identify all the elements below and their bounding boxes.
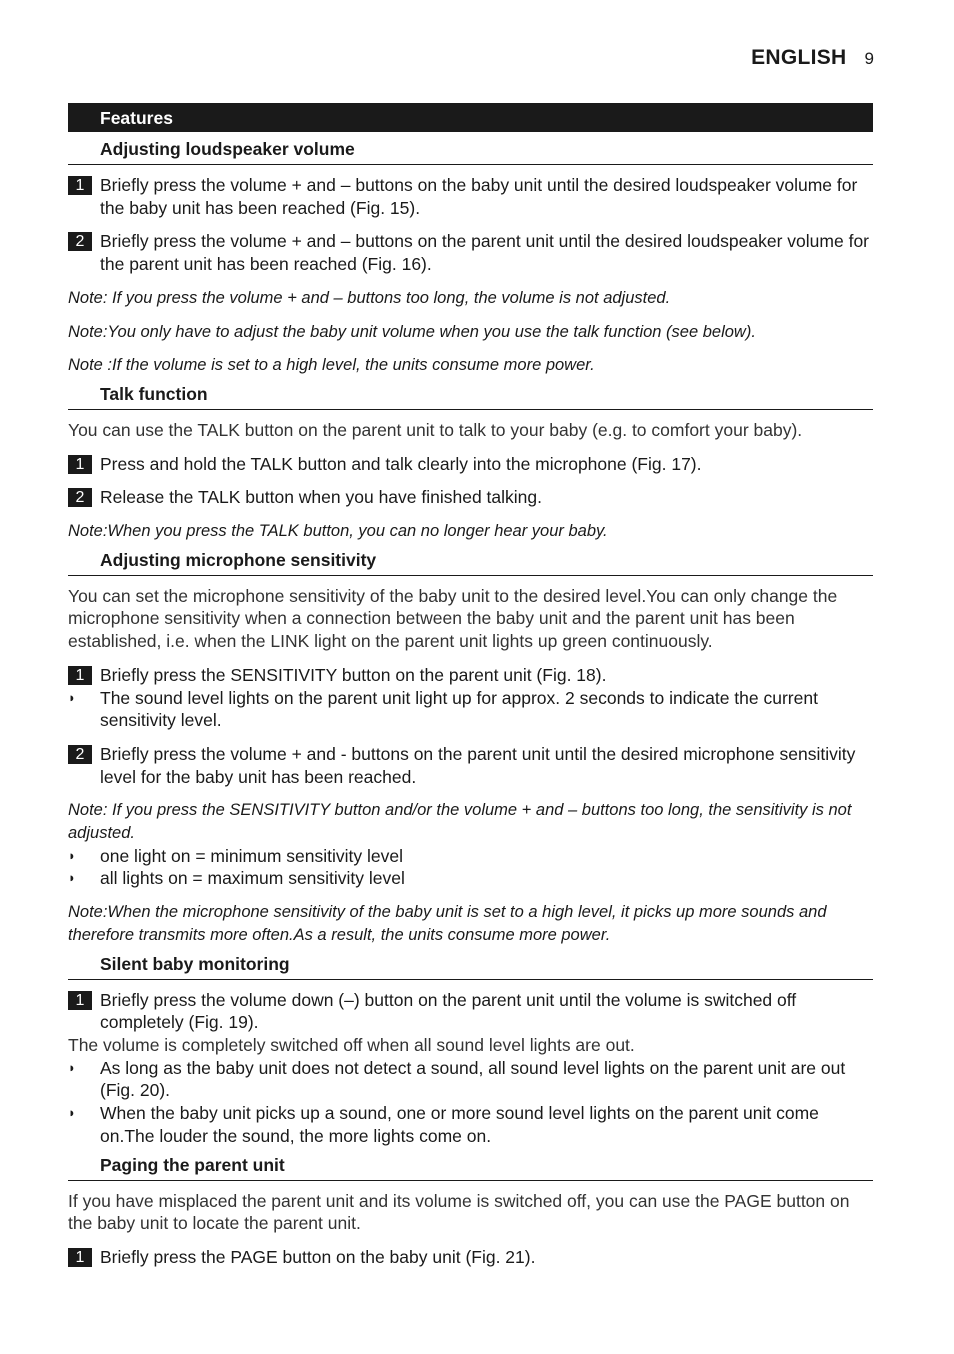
sensitivity-intro: You can set the microphone sensitivity of the baby unit to the desired level.You can only change the microphone sensitivity when a connection between the baby unit and the parent unit has been established, i.e. when the LINK light on the parent unit lights up green continuously. [68, 585, 838, 652]
paging-intro: If you have misplaced the parent unit and its volume is switched off, you can use the PAGE button on the baby unit to locate the parent unit. [68, 1190, 850, 1234]
step-text: Press and hold the TALK button and talk clearly into the microphone (Fig. 17). [100, 453, 702, 474]
step-text: Briefly press the SENSITIVITY button on the parent unit (Fig. 18). [100, 664, 607, 685]
step-text: Briefly press the volume + and – buttons on the parent unit until the desired loudspeaker volume for the parent unit has been reached (Fig. 16). [100, 231, 870, 275]
silent-result-item [68, 1057, 873, 1102]
silent-step-1 [68, 989, 873, 1034]
section-title-bar: Features [68, 103, 873, 132]
step-number-badge: 2 [68, 488, 92, 507]
bullet-icon: ◗ [68, 870, 76, 886]
talk-note: Note:When you press the TALK button, you can no longer hear your baby. [68, 522, 608, 541]
bullet-icon: ◗ [68, 1105, 76, 1121]
step-text: Briefly press the volume + and - buttons on the parent unit until the desired microphone sensitivity level for the baby unit has been reached. [100, 743, 856, 787]
step-text: Briefly press the volume down (–) button on the parent unit until the volume is switched off completely (Fig. 19). [100, 989, 797, 1033]
bullet-icon: ◗ [68, 689, 76, 705]
sensitivity-heading: Adjusting microphone sensitivity [68, 543, 873, 576]
step-number-badge: 1 [68, 176, 92, 195]
step-number-badge: 1 [68, 991, 92, 1010]
silent-result-item [68, 1102, 873, 1147]
step-text: Briefly press the PAGE button on the baby unit (Fig. 21). [100, 1246, 536, 1267]
bullet-icon: ◗ [68, 847, 76, 863]
page-number: 9 [864, 49, 874, 68]
bullet-text: one light on = minimum sensitivity level [100, 845, 403, 866]
volume-step-1 [68, 174, 873, 219]
talk-step-2 [68, 486, 873, 509]
page-header [751, 46, 874, 70]
step-text: Briefly press the volume + and – buttons on the baby unit until the desired loudspeaker volume for the baby unit has been reached (Fig. 15). [100, 175, 858, 218]
volume-note-3: Note :If the volume is set to a high level, the units consume more power. [68, 356, 595, 375]
sensitivity-note-1: Note: If you press the SENSITIVITY button and/or the volume + and – buttons too long, the sensitivity is not adjusted. [68, 801, 852, 843]
step-number-badge: 1 [68, 455, 92, 474]
talk-heading: Talk function [68, 377, 873, 410]
step-number-badge: 1 [68, 666, 92, 685]
volume-note-1: Note: If you press the volume + and – buttons too long, the volume is not adjusted. [68, 288, 671, 307]
talk-intro: You can use the TALK button on the parent unit to talk to your baby (e.g. to comfort your baby). [68, 419, 803, 440]
paging-heading: Paging the parent unit [68, 1148, 873, 1181]
volume-note-2: Note:You only have to adjust the baby unit volume when you use the talk function (see below). [68, 322, 756, 341]
silent-heading: Silent baby monitoring [68, 947, 873, 980]
step-number-badge: 2 [68, 745, 92, 764]
sensitivity-note-2: Note:When the microphone sensitivity of the baby unit is set to a high level, it picks up more sounds and therefore transmits more often.As a result, the units consume more power. [68, 903, 827, 944]
volume-heading: Adjusting loudspeaker volume [68, 132, 873, 165]
step-text: Release the TALK button when you have finished talking. [100, 487, 543, 508]
talk-step-1 [68, 453, 873, 476]
bullet-text: The sound level lights on the parent unit light up for approx. 2 seconds to indicate the current sensitivity level. [100, 687, 818, 731]
bullet-text: all lights on = maximum sensitivity level [100, 868, 405, 889]
step-number-badge: 1 [68, 1248, 92, 1267]
paging-step-1 [68, 1246, 873, 1269]
volume-step-2 [68, 230, 873, 275]
language-label: ENGLISH [751, 46, 847, 69]
sensitivity-step-2 [68, 743, 873, 788]
bullet-icon: ◗ [68, 1059, 76, 1075]
silent-para: The volume is completely switched off when all sound level lights are out. [68, 1034, 635, 1055]
sensitivity-step-1-result [68, 687, 873, 732]
sensitivity-level-item [68, 845, 873, 868]
bullet-text: As long as the baby unit does not detect a sound, all sound level lights on the parent unit are out (Fig. 20). [100, 1057, 846, 1101]
sensitivity-level-item [68, 867, 873, 890]
bullet-text: When the baby unit picks up a sound, one or more sound level lights on the parent unit come on.The louder the sound, the more lights come on. [100, 1103, 819, 1146]
page-content [68, 103, 873, 1280]
step-number-badge: 2 [68, 232, 92, 251]
sensitivity-step-1 [68, 664, 873, 687]
